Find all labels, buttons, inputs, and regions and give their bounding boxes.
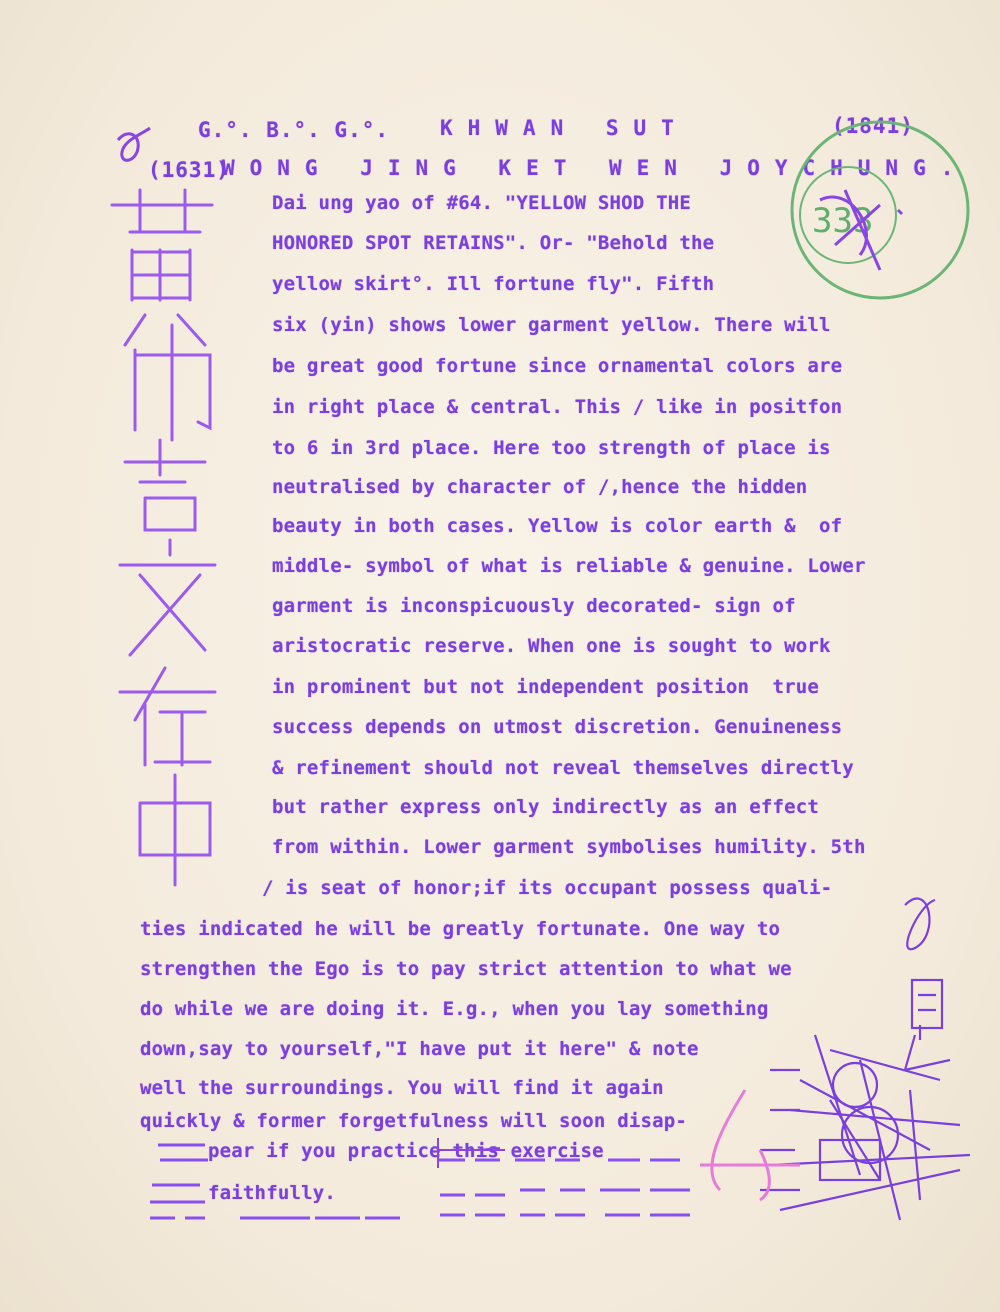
body-line: yellow skirt°. Ill fortune fly". Fifth (272, 273, 715, 295)
body-line: garment is inconspicuously decorated- sign of (272, 595, 796, 617)
full-line: well the surroundings. You will find it again (140, 1077, 664, 1099)
header-number-left: (1631) (148, 158, 230, 182)
gamma-mark-icon (118, 128, 150, 160)
body-line: & refinement should not reveal themselves directly (272, 757, 854, 779)
full-line: ties indicated he will be greatly fortunate. One way to (140, 918, 781, 940)
body-line: HONORED SPOT RETAINS". Or- "Behold the (272, 232, 715, 254)
body-line: to 6 in 3rd place. Here too strength of place is (272, 437, 831, 459)
body-line: / is seat of honor;if its occupant possess quali- (262, 877, 833, 899)
body-line: neutralised by character of /,hence the hidden (272, 476, 808, 498)
full-line: down,say to yourself,"I have put it here" & note (140, 1038, 699, 1060)
full-line: quickly & former forgetfulness will soon disap- (140, 1110, 688, 1132)
body-line: Dai ung yao of #64. "YELLOW SHOD THE (272, 192, 692, 214)
stamp-icon (792, 122, 968, 298)
chinese-characters-icon (112, 190, 215, 885)
trigram-lines-icon (150, 1145, 690, 1218)
body-line: in prominent but not independent position true (272, 676, 820, 698)
tail-line: faithfully. (208, 1182, 337, 1204)
body-line: be great good fortune since ornamental colors are (272, 355, 843, 377)
body-line: middle- symbol of what is reliable & genuine. Lower (272, 555, 866, 577)
strike-mark-icon (438, 1138, 505, 1168)
tail-line: pear if you practice this exercise (208, 1140, 604, 1162)
full-line: strengthen the Ego is to pay strict attention to what we (140, 958, 792, 980)
body-line: beauty in both cases. Yellow is color earth & of (272, 515, 843, 537)
body-line: but rather express only indirectly as an effect (272, 796, 820, 818)
body-line: success depends on utmost discretion. Genuineness (272, 716, 843, 738)
header-ref-left: G.°. B.°. G.°. (198, 118, 390, 142)
hexagram-drawing-icon (760, 899, 970, 1220)
full-line: do while we are doing it. E.g., when you lay something (140, 998, 769, 1020)
header-title: KHWAN SUT (440, 116, 689, 140)
body-line: from within. Lower garment symbolises humility. 5th (272, 836, 866, 858)
stamp-number: 333 (812, 201, 874, 241)
body-line: six (yin) shows lower garment yellow. There will (272, 314, 831, 336)
pink-scribble-icon (700, 1090, 800, 1200)
header-ref-right: (1841) (832, 114, 914, 138)
header-subtitle: WONG JING KET WEN JOYCHUNG. (222, 156, 969, 180)
body-line: in right place & central. This / like in positfon (272, 396, 843, 418)
body-line: aristocratic reserve. When one is sought to work (272, 635, 831, 657)
